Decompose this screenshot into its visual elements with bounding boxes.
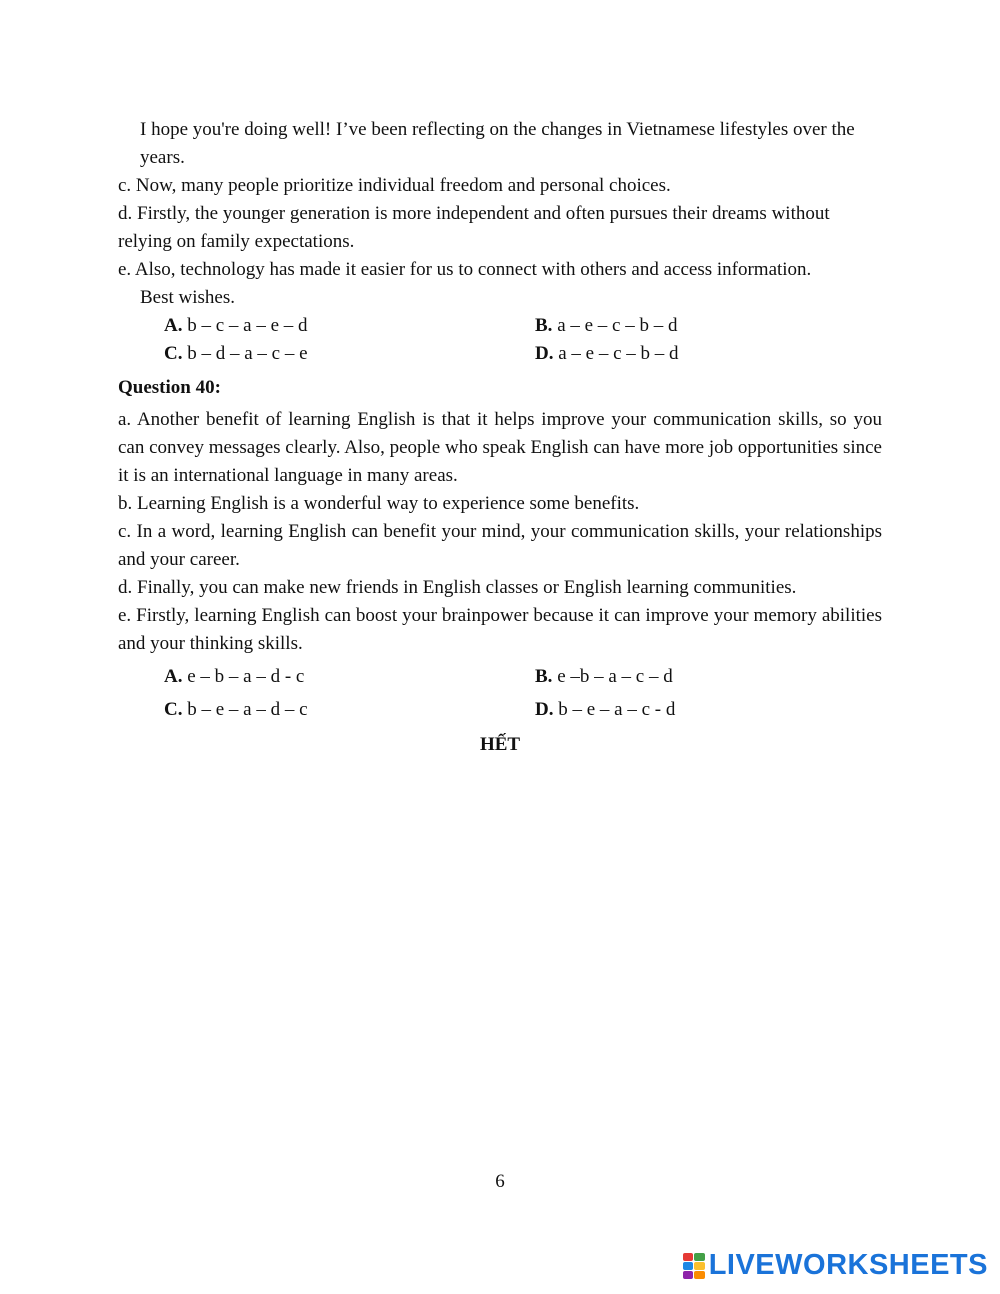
option-letter: B. xyxy=(535,315,553,336)
q39-option-a[interactable] xyxy=(164,312,308,340)
q40-line-c: c. In a word, learning English can benefit your mind, your communication skills, your relationships and your career. xyxy=(118,521,882,570)
option-letter: A. xyxy=(164,666,183,687)
q40-options-row-1 xyxy=(118,663,882,696)
watermark-text: LIVEWORKSHEETS xyxy=(708,1249,988,1281)
option-text: e – b – a – d - c xyxy=(187,666,305,687)
q39-line-d: d. Firstly, the younger generation is more independent and often pursues their dreams without relying on family expectations. xyxy=(118,203,830,252)
logo-tile xyxy=(694,1253,705,1261)
logo-tile xyxy=(694,1262,705,1270)
q39-intro: I hope you're doing well! I’ve been reflecting on the changes in Vietnamese lifestyles over the years. xyxy=(140,119,855,168)
option-letter: C. xyxy=(164,343,183,364)
option-text: b – e – a – c - d xyxy=(558,699,676,720)
q40-option-a[interactable] xyxy=(164,663,304,691)
q39-options-row-1 xyxy=(118,312,882,340)
q39-line-c: c. Now, many people prioritize individual freedom and personal choices. xyxy=(118,175,671,196)
q39-option-b[interactable] xyxy=(535,312,678,340)
q40-option-c[interactable] xyxy=(164,696,308,724)
q40-option-d[interactable] xyxy=(535,696,675,724)
option-letter: B. xyxy=(535,666,553,687)
page-number: 6 xyxy=(495,1171,505,1192)
logo-tile xyxy=(683,1271,694,1279)
q40-option-b[interactable] xyxy=(535,663,673,691)
liveworksheets-watermark xyxy=(683,1249,988,1282)
q40-line-d: d. Finally, you can make new friends in English classes or English learning communities. xyxy=(118,577,797,598)
q39-line-e: e. Also, technology has made it easier for us to connect with others and access information. xyxy=(118,259,812,280)
option-text: a – e – c – b – d xyxy=(557,315,678,336)
logo-tile xyxy=(694,1271,705,1279)
q40-options-row-2 xyxy=(118,696,882,729)
q39-closing: Best wishes. xyxy=(140,287,235,308)
logo-tile xyxy=(683,1253,694,1261)
option-text: b – d – a – c – e xyxy=(187,343,308,364)
option-letter: C. xyxy=(164,699,183,720)
q40-line-e: e. Firstly, learning English can boost your brainpower because it can improve your memory abilities and your thinking skills. xyxy=(118,605,882,654)
option-text: b – e – a – d – c xyxy=(187,699,308,720)
option-text: a – e – c – b – d xyxy=(558,343,679,364)
q39-option-d[interactable] xyxy=(535,340,679,368)
page-content xyxy=(118,116,882,759)
q40-line-b: b. Learning English is a wonderful way to experience some benefits. xyxy=(118,493,640,514)
q40-line-a: a. Another benefit of learning English is that it helps improve your communication skills, so you can convey messages clearly. Also, people who speak English can have more job opportunities since it is an international language in many areas. xyxy=(118,409,882,486)
q40-heading: Question 40: xyxy=(118,377,221,398)
q39-option-c[interactable] xyxy=(164,340,308,368)
option-letter: D. xyxy=(535,699,554,720)
q39-options-row-2 xyxy=(118,340,882,368)
liveworksheets-logo-icon xyxy=(683,1253,705,1279)
option-text: e –b – a – c – d xyxy=(557,666,673,687)
end-mark: HẾT xyxy=(479,734,521,755)
option-text: b – c – a – e – d xyxy=(187,315,308,336)
option-letter: D. xyxy=(535,343,554,364)
logo-tile xyxy=(683,1262,694,1270)
option-letter: A. xyxy=(164,315,183,336)
